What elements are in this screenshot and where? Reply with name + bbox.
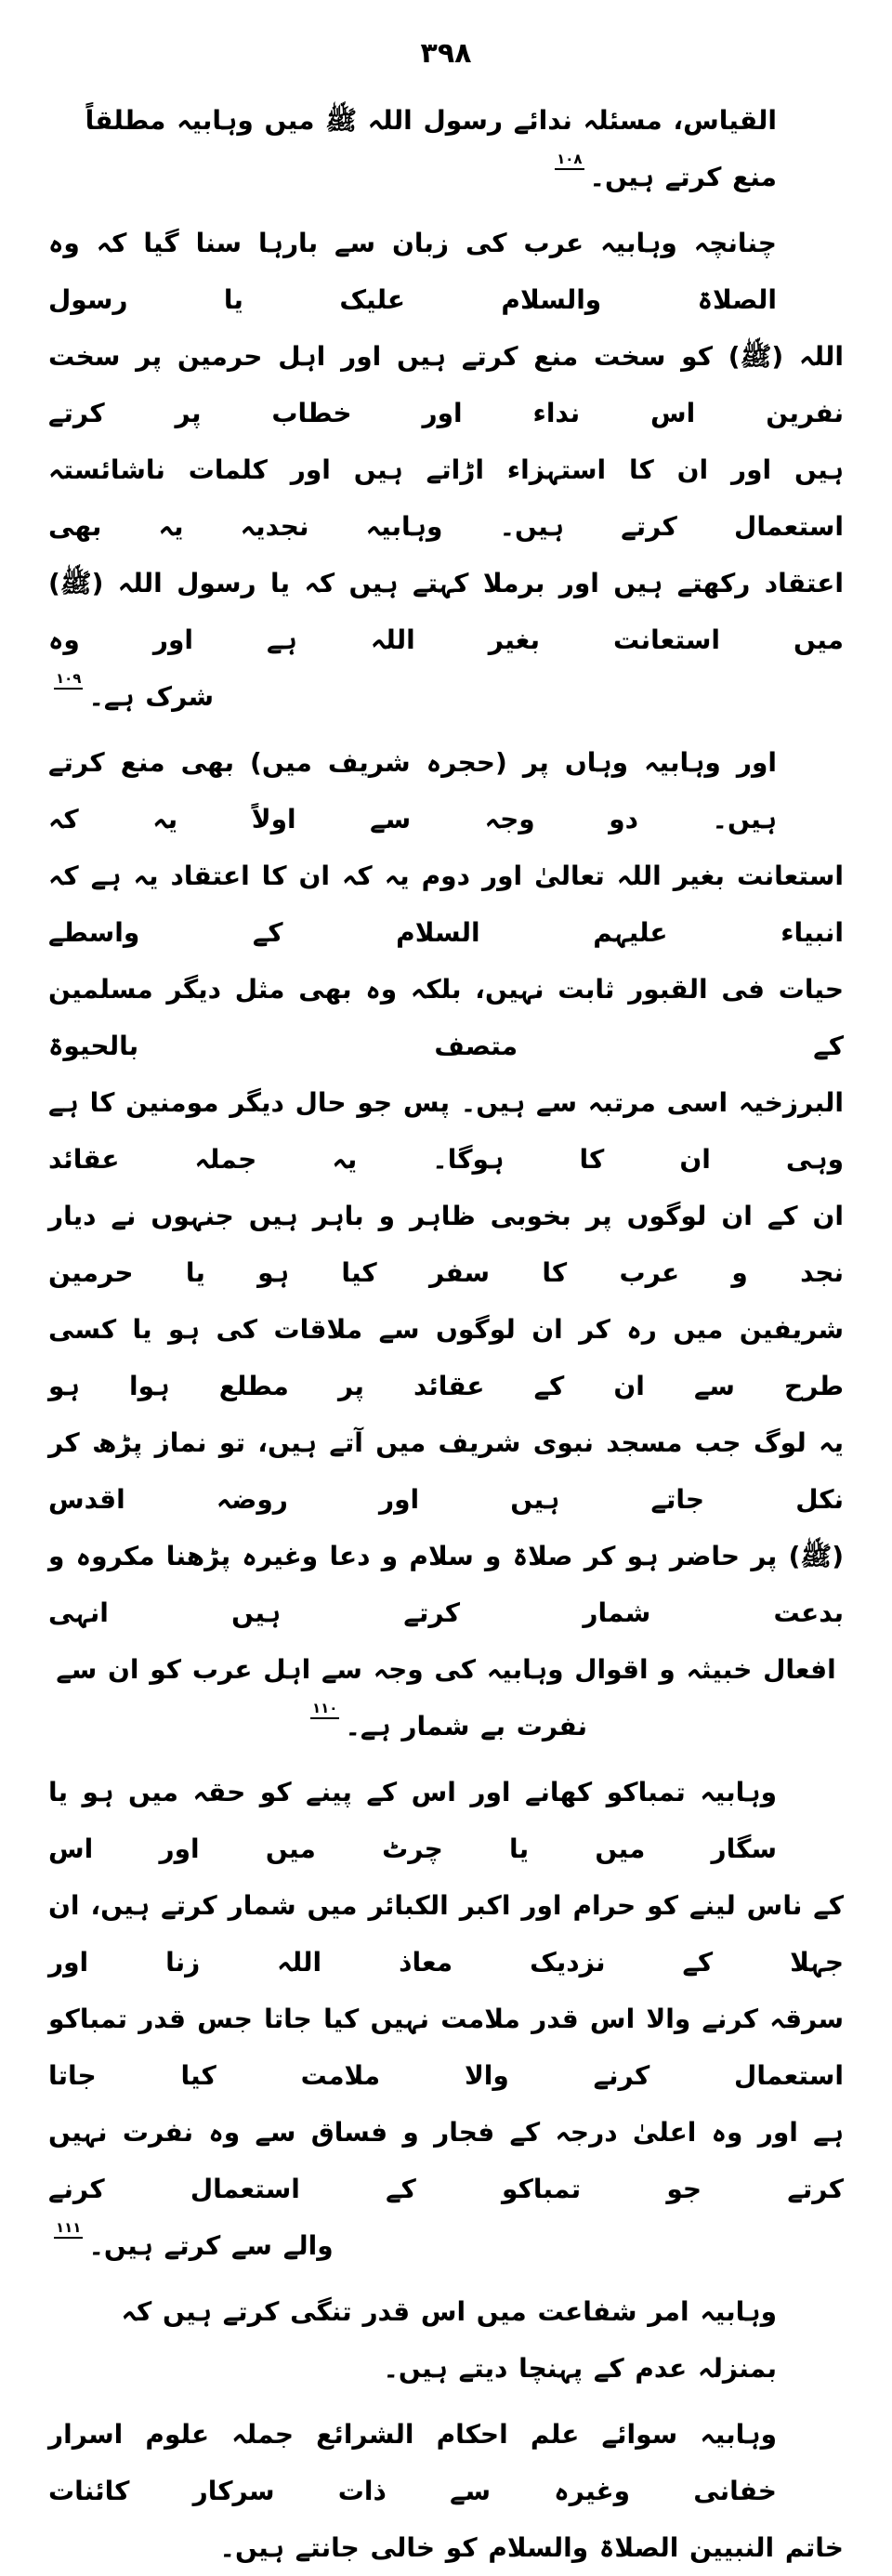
paragraph-tambaku	[48, 1764, 844, 2274]
text-line: اور وہابیہ وہاں پر (حجرہ شریف میں) بھی منع کرتے ہیں۔ دو وجہ سے اولاً یہ کہ	[48, 747, 777, 835]
text-line: وہابیہ سوائے علم احکام الشرائع جملہ علوم اسرار خفانی وغیرہ سے ذات سرکار کائنات	[48, 2419, 777, 2506]
text-line: شریفین میں رہ کر ان لوگوں سے ملاقات کی ہو یا کسی طرح سے ان کے عقائد پر مطلع ہوا ہو	[48, 1314, 844, 1401]
paragraph-qiyas	[48, 92, 844, 205]
text-line: ان کے ان لوگوں پر بخوبی ظاہر و باہر ہیں جنہوں نے دیار نجد و عرب کا سفر کیا ہو یا حرمین	[48, 1201, 844, 1288]
text-line: (ﷺ) پر حاضر ہو کر صلاۃ و سلام و دعا وغیرہ پڑھنا مکروہ و بدعت شمار کرتے ہیں انہی	[48, 1541, 844, 1628]
paragraph-chunanche-wahabiya	[48, 215, 844, 725]
paragraph-shafaat	[48, 2283, 844, 2397]
text-line: شرک ہے۔$^{۱۰۹}$	[56, 669, 215, 712]
text-line: البرزخیہ اسی مرتبہ سے ہیں۔ پس جو حال دیگر مومنین کا ہے وہی ان کا ہوگا۔ یہ جملہ عقائد	[48, 1087, 844, 1175]
text-line: سرقہ کرنے والا اس قدر ملامت نہیں کیا جاتا جس قدر تمباکو استعمال کرنے والا ملامت کیا جاتا	[48, 2004, 844, 2091]
footnote-ref: ۱۱۰	[310, 1700, 339, 1719]
text-line: حیات فی القبور ثابت نہیں، بلکہ وہ بھی مثل دیگر مسلمین کے متصف بالحیوۃ	[48, 974, 844, 1061]
text-line: ہیں اور ان کا استہزاء اڑاتے ہیں اور کلمات ناشائستہ استعمال کرتے ہیں۔ وہابیہ نجدیہ یہ بھی	[48, 454, 844, 542]
text-line: اللہ (ﷺ) کو سخت منع کرتے ہیں اور اہل حرمین پر سخت نفرین اس نداء اور خطاب پر کرتے	[48, 341, 844, 428]
text-line: اعتقاد رکھتے ہیں اور برملا کہتے ہیں کہ یا رسول اللہ (ﷺ) میں استعانت بغیر اللہ ہے اور وہ	[48, 568, 844, 655]
footnote-ref: ۱۰۸	[555, 151, 584, 170]
text-line: والے سے کرتے ہیں۔$^{۱۱۱}$	[56, 2218, 334, 2261]
text-line: یہ لوگ جب مسجد نبوی شریف میں آتے ہیں، تو نماز پڑھ کر نکل جاتے ہیں اور روضہ اقدس	[48, 1427, 844, 1515]
text-line: خاتم النبیین الصلاۃ والسلام کو خالی جانتے ہیں۔	[219, 2532, 844, 2563]
footnote-ref: ۱۱۱	[54, 2219, 83, 2239]
footnote-ref: ۱۰۹	[54, 670, 83, 690]
text-line: ہے اور وہ اعلیٰ درجہ کے فجار و فساق سے وہ نفرت نہیں کرتے جو تمباکو کے استعمال کرنے	[48, 2117, 844, 2204]
paragraph-hujra-sharif	[48, 734, 844, 1755]
text-line: چنانچہ وہابیہ عرب کی زبان سے بارہا سنا گیا کہ وہ الصلاۃ والسلام علیک یا رسول	[48, 228, 777, 315]
page-number: ۳۹۸	[420, 37, 472, 70]
paragraph-uloom	[48, 2406, 844, 2576]
text-line: کے ناس لینے کو حرام اور اکبر الکبائر میں شمار کرتے ہیں، ان جہلا کے نزدیک معاذ اللہ زنا اور	[48, 1890, 844, 1978]
text-line: القیاس، مسئلہ ندائے رسول اللہ ﷺ میں وہابیہ مطلقاً منع کرتے ہیں۔$^{۱۰۸}$	[85, 105, 777, 192]
text-line: وہابیہ امر شفاعت میں اس قدر تنگی کرتے ہیں کہ بمنزلہ عدم کے پہنچا دیتے ہیں۔	[121, 2296, 777, 2384]
text-line: افعال خبیثہ و اقوال وہابیہ کی وجہ سے اہل عرب کو ان سے نفرت بے شمار ہے۔$^{۱۱۰}$	[56, 1654, 836, 1741]
text-line: وہابیہ تمباکو کھانے اور اس کے پینے کو حقہ میں ہو یا سگار میں یا چرٹ میں اور اس	[48, 1777, 777, 1864]
text-line: استعانت بغیر اللہ تعالیٰ اور دوم یہ کہ ان کا اعتقاد یہ ہے کہ انبیاء علیہم السلام کے واسطے	[48, 861, 844, 948]
page-body	[48, 92, 844, 2576]
